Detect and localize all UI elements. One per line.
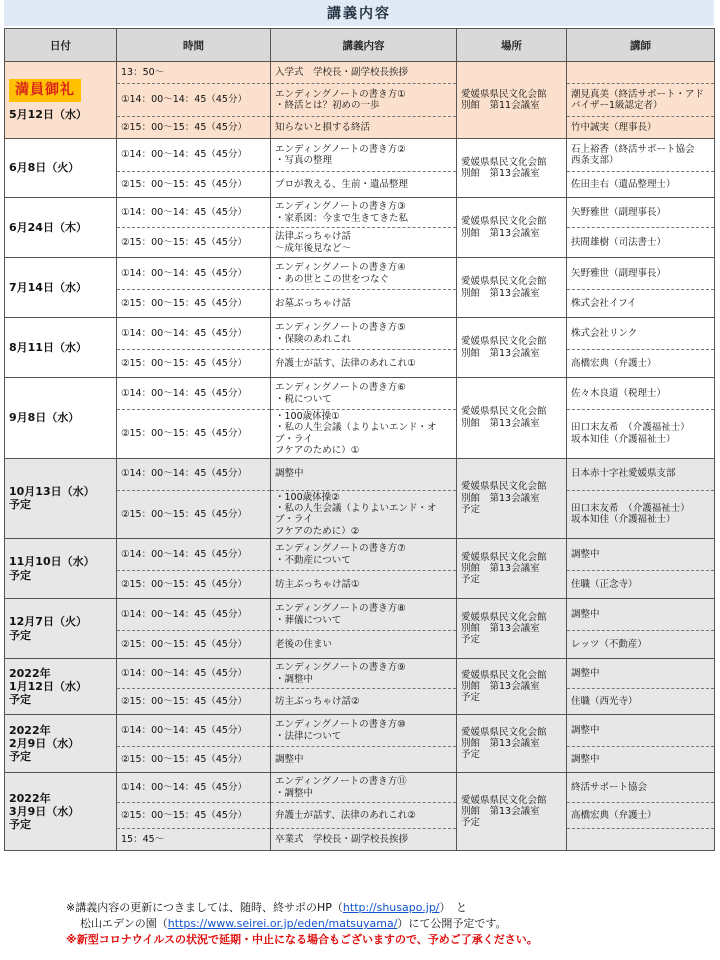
note-covid: ※新型コロナウイルスの状況で延期・中止になる場合もございますので、予めご了承ください。	[66, 932, 538, 946]
time-cell: ②15：00～15：45（45分）	[117, 490, 271, 539]
lecturer-cell	[567, 539, 715, 571]
time-cell: ②15：00～15：45（45分）	[117, 172, 271, 198]
lecturer-cell	[567, 829, 715, 851]
lecturer-cell	[567, 172, 715, 198]
cell-line: エンディングノートの書き方⑤	[275, 322, 406, 334]
cell-line: 愛媛県県民文化会館	[461, 611, 547, 623]
time-cell: ②15：00～15：45（45分）	[117, 350, 271, 378]
header-content: 講義内容	[271, 29, 457, 62]
cell-line: 扶間雄樹（司法書士）	[571, 236, 667, 248]
lecturer-cell	[567, 117, 715, 139]
content-cell	[271, 198, 457, 228]
cell-line: 別館 第13会議室	[461, 492, 540, 504]
cell-line: エンディングノートの書き方①	[275, 88, 406, 100]
header-time: 時間	[117, 29, 271, 62]
cell-line: エンディングノートの書き方②	[275, 143, 406, 155]
tentative-label: 予定	[9, 568, 31, 582]
cell-line: エンディングノートの書き方⑩	[275, 719, 406, 731]
cell-line: 株式会社イフイ	[571, 297, 637, 309]
table-row	[5, 378, 715, 410]
date-text: 1月12日（水）	[9, 680, 87, 694]
lecturer-cell	[567, 490, 715, 539]
cell-line: 愛媛県県民文化会館	[461, 156, 547, 168]
cell-line: 田口末友希 （介護福祉士）	[571, 502, 690, 514]
content-cell	[271, 117, 457, 139]
cell-line: 調整中	[571, 724, 600, 736]
content-cell	[271, 599, 457, 631]
time-cell: ②15：00～15：45（45分）	[117, 689, 271, 715]
place-cell	[457, 258, 567, 318]
date-text: 2022年	[9, 791, 51, 805]
lecturer-cell	[567, 62, 715, 84]
cell-line: 坂本知佳（介護福祉士）	[571, 433, 676, 445]
table-row	[5, 773, 715, 803]
lecturer-cell	[567, 599, 715, 631]
header-lecturer: 講師	[567, 29, 715, 62]
cell-line: 潮見真美（終活サポート・アド	[571, 88, 705, 100]
cell-line: エンディングノートの書き方⑧	[275, 603, 406, 615]
time-cell: 13：50～	[117, 62, 271, 84]
table-row	[5, 198, 715, 228]
cell-line: ・100歳体操①	[275, 411, 340, 422]
cell-line: 予定	[461, 504, 481, 516]
place-cell	[457, 659, 567, 715]
time-cell: ①14：00～14：45（45分）	[117, 84, 271, 117]
tentative-label: 予定	[9, 750, 31, 764]
date-text: 10月13日（水）	[9, 485, 95, 499]
cell-line: ・私の人生会議（よりよいエンド・オブ・ライ	[275, 422, 437, 445]
cell-line: ・あの世とこの世をつなぐ	[275, 273, 390, 285]
time-cell: ②15：00～15：45（45分）	[117, 631, 271, 659]
date-cell	[5, 773, 117, 851]
content-cell	[271, 228, 457, 258]
content-cell	[271, 458, 457, 490]
lecturer-cell	[567, 198, 715, 228]
place-cell	[457, 773, 567, 851]
date-cell	[5, 715, 117, 773]
cell-line: エンディングノートの書き方⑥	[275, 382, 406, 394]
cell-line: フケアのために）②	[275, 525, 360, 537]
cell-line: 別館 第13会議室	[461, 227, 540, 239]
cell-line: 調整中	[275, 753, 304, 765]
cell-line: 石上裕香（終活サポート協会	[571, 143, 695, 155]
content-cell	[271, 659, 457, 689]
schedule-table	[4, 28, 715, 851]
cell-line: 調整中	[571, 667, 600, 679]
eden-link[interactable]: https://www.seirei.or.jp/eden/matsuyama/	[167, 916, 398, 930]
date-text: 2月9日（水）	[9, 737, 80, 751]
date-cell	[5, 458, 117, 539]
lecturer-cell	[567, 84, 715, 117]
cell-line: ・終活とは？初めの一歩	[275, 100, 380, 111]
header-date: 日付	[5, 29, 117, 62]
cell-line: ・調整中	[275, 787, 314, 799]
content-cell	[271, 172, 457, 198]
cell-line: 住職（西光寺）	[571, 695, 638, 707]
tentative-label: 予定	[9, 628, 31, 642]
time-cell: ①14：00～14：45（45分）	[117, 139, 271, 172]
date-text: 11月10日（水）	[9, 555, 95, 569]
lecturer-cell	[567, 659, 715, 689]
cell-line: 法律ぶっちゃけ話	[275, 231, 352, 243]
date-text: 6月8日（火）	[9, 161, 80, 175]
date-cell	[5, 318, 117, 378]
time-cell: ①14：00～14：45（45分）	[117, 318, 271, 350]
tentative-label: 予定	[9, 498, 31, 512]
tentative-label: 予定	[9, 693, 31, 707]
shusapo-link[interactable]: http://shusapo.jp/	[342, 901, 440, 914]
content-cell	[271, 139, 457, 172]
cell-line: 愛媛県県民文化会館	[461, 794, 547, 806]
cell-line: 卒業式 学校長・副学校長挨拶	[275, 833, 409, 845]
lecturer-cell	[567, 458, 715, 490]
content-cell	[271, 378, 457, 410]
date-text: 2022年	[9, 666, 51, 680]
full-badge: 満員御礼	[9, 79, 81, 102]
content-cell	[271, 631, 457, 659]
cell-line: 弁護士が話す、法律のあれこれ②	[275, 809, 416, 821]
cell-line: 別館 第13会議室	[461, 622, 540, 634]
date-text: 5月12日（水）	[9, 107, 87, 121]
table-row	[5, 258, 715, 290]
content-cell	[271, 84, 457, 117]
page-title: 講義内容	[4, 0, 714, 26]
cell-line: ～成年後見など～	[275, 242, 352, 254]
cell-line: 住職（正念寺）	[571, 578, 638, 590]
cell-line: 愛媛県県民文化会館	[461, 88, 547, 100]
table-row	[5, 539, 715, 571]
cell-line: ・100歳体操②	[275, 491, 340, 503]
table-header-row	[5, 29, 715, 62]
cell-line: 竹中誠実（理事長）	[571, 121, 657, 133]
place-cell	[457, 62, 567, 139]
lecturer-cell	[567, 773, 715, 803]
time-cell: ①14：00～14：45（45分）	[117, 198, 271, 228]
cell-line: 西条支部）	[571, 155, 619, 166]
cell-line: 愛媛県県民文化会館	[461, 669, 547, 681]
schedule-body	[5, 62, 715, 851]
cell-line: ・家系図：今まで生きてきた私	[275, 212, 409, 224]
cell-line: フケアのために）①	[275, 445, 360, 457]
lecturer-cell	[567, 318, 715, 350]
lecturer-cell	[567, 571, 715, 599]
cell-line: 別館 第13会議室	[461, 805, 540, 817]
tentative-label: 予定	[9, 818, 31, 832]
content-cell	[271, 715, 457, 747]
table-row	[5, 62, 715, 84]
place-cell	[457, 458, 567, 539]
cell-line: 矢野雅世（副理事長）	[571, 206, 667, 218]
cell-line: 高橋宏典（弁護士）	[571, 809, 657, 821]
time-cell: ①14：00～14：45（45分）	[117, 258, 271, 290]
content-cell	[271, 350, 457, 378]
content-cell	[271, 571, 457, 599]
cell-line: 予定	[461, 574, 481, 586]
cell-line: 別館 第13会議室	[461, 347, 540, 359]
time-cell: ②15：00～15：45（45分）	[117, 571, 271, 599]
cell-line: 知らないと損する終活	[275, 121, 371, 133]
time-cell: ①14：00～14：45（45分）	[117, 715, 271, 747]
cell-line: 坊主ぶっちゃけ話②	[275, 695, 360, 707]
time-cell: ①14：00～14：45（45分）	[117, 599, 271, 631]
date-cell	[5, 62, 117, 139]
cell-line: ・葬儀について	[275, 614, 342, 626]
date-text: 7月14日（水）	[9, 280, 87, 294]
cell-line: お墓ぶっちゃけ話	[275, 297, 352, 309]
cell-line: エンディングノートの書き方⑨	[275, 662, 406, 674]
cell-line: 終活サポート協会	[571, 781, 648, 793]
cell-line: 調整中	[275, 468, 304, 480]
cell-line: 愛媛県県民文化会館	[461, 276, 547, 288]
content-cell	[271, 829, 457, 851]
lecturer-cell	[567, 715, 715, 747]
cell-line: 予定	[461, 634, 481, 646]
date-cell	[5, 139, 117, 198]
table-row	[5, 458, 715, 490]
cell-line: エンディングノートの書き方③	[275, 201, 406, 213]
cell-line: 日本赤十字社愛媛県支部	[571, 468, 676, 480]
cell-line: 調整中	[571, 608, 600, 620]
date-text: 3月9日（水）	[9, 805, 80, 819]
content-cell	[271, 773, 457, 803]
table-row	[5, 715, 715, 747]
lecturer-cell	[567, 803, 715, 829]
cell-line: 坂本知佳（介護福祉士）	[571, 514, 676, 526]
cell-line: 入学式 学校長・副学校長挨拶	[275, 66, 409, 78]
lecturer-cell	[567, 350, 715, 378]
cell-line: エンディングノートの書き方⑪	[275, 776, 407, 788]
cell-line: 愛媛県県民文化会館	[461, 336, 547, 348]
cell-line: 弁護士が話す、法律のあれこれ①	[275, 357, 416, 369]
cell-line: 調整中	[571, 548, 600, 560]
content-cell	[271, 62, 457, 84]
content-cell	[271, 258, 457, 290]
cell-line: 別館 第13会議室	[461, 680, 540, 692]
cell-line: 田口末友希 （介護福祉士）	[571, 422, 690, 434]
table-row	[5, 318, 715, 350]
cell-line: ・法律について	[275, 730, 342, 742]
date-text: 2022年	[9, 723, 51, 737]
place-cell	[457, 378, 567, 459]
date-cell	[5, 599, 117, 659]
cell-line: 別館 第13会議室	[461, 287, 540, 299]
date-cell	[5, 659, 117, 715]
date-cell	[5, 539, 117, 599]
cell-line: エンディングノートの書き方⑦	[275, 543, 406, 555]
date-text: 6月24日（木）	[9, 220, 87, 234]
time-cell: ①14：00～14：45（45分）	[117, 773, 271, 803]
cell-line: 予定	[461, 749, 481, 761]
date-text: 9月8日（水）	[9, 411, 80, 425]
cell-line: 佐田圭右（遺品整理士）	[571, 178, 676, 190]
time-cell: 15：45～	[117, 829, 271, 851]
cell-line: 別館 第13会議室	[461, 562, 540, 574]
time-cell: ①14：00～14：45（45分）	[117, 378, 271, 410]
cell-line: ・税について	[275, 393, 332, 405]
place-cell	[457, 715, 567, 773]
cell-line: ・調整中	[275, 673, 314, 685]
date-text: 12月7日（火）	[9, 615, 87, 629]
date-cell	[5, 378, 117, 459]
cell-line: ・保険のあれこれ	[275, 333, 352, 345]
table-row	[5, 659, 715, 689]
header-place: 場所	[457, 29, 567, 62]
lecturer-cell	[567, 747, 715, 773]
note-update: ※講義内容の更新につきましては、随時、終サポのHP（http://shusapo.jp/） と	[66, 901, 468, 914]
place-cell	[457, 198, 567, 258]
content-cell	[271, 539, 457, 571]
lecturer-cell	[567, 689, 715, 715]
content-cell	[271, 318, 457, 350]
lecturer-cell	[567, 378, 715, 410]
place-cell	[457, 539, 567, 599]
cell-line: 佐々木良道（税理士）	[571, 387, 667, 399]
cell-line: 愛媛県県民文化会館	[461, 551, 547, 563]
content-cell	[271, 803, 457, 829]
note-eden: 松山エデンの園（https://www.seirei.or.jp/eden/matsuyama/）にて公開予定です。	[80, 916, 507, 930]
content-cell	[271, 689, 457, 715]
date-cell	[5, 258, 117, 318]
cell-line: エンディングノートの書き方④	[275, 262, 406, 274]
time-cell: ②15：00～15：45（45分）	[117, 117, 271, 139]
cell-line: レッツ（不動産）	[571, 638, 647, 650]
lecturer-cell	[567, 290, 715, 318]
cell-line: バイザー1級認定者）	[571, 100, 663, 111]
time-cell: ②15：00～15：45（45分）	[117, 410, 271, 459]
time-cell: ①14：00～14：45（45分）	[117, 659, 271, 689]
lecturer-cell	[567, 410, 715, 459]
content-cell	[271, 747, 457, 773]
cell-line: 愛媛県県民文化会館	[461, 406, 547, 418]
lecturer-cell	[567, 258, 715, 290]
cell-line: 予定	[461, 817, 481, 829]
cell-line: 愛媛県県民文化会館	[461, 216, 547, 228]
content-cell	[271, 290, 457, 318]
cell-line: ・写真の整理	[275, 155, 333, 166]
time-cell: ②15：00～15：45（45分）	[117, 803, 271, 829]
time-cell: ②15：00～15：45（45分）	[117, 228, 271, 258]
table-row	[5, 599, 715, 631]
cell-line: 老後の住まい	[275, 638, 333, 650]
cell-line: ・私の人生会議（よりよいエンド・オブ・ライ	[275, 502, 437, 526]
date-text: 8月11日（水）	[9, 340, 87, 354]
place-cell	[457, 599, 567, 659]
place-cell	[457, 139, 567, 198]
cell-line: 別館 第13会議室	[461, 417, 540, 429]
lecturer-cell	[567, 631, 715, 659]
cell-line: 別館 第11会議室	[461, 100, 540, 111]
cell-line: ・不動産について	[275, 554, 351, 566]
cell-line: 坊主ぶっちゃけ話①	[275, 578, 360, 590]
footnotes	[0, 900, 720, 948]
time-cell: ②15：00～15：45（45分）	[117, 747, 271, 773]
time-cell: ②15：00～15：45（45分）	[117, 290, 271, 318]
table-row	[5, 139, 715, 172]
cell-line: プロが教える、生前・遺品整理	[275, 178, 409, 190]
cell-line: 愛媛県県民文化会館	[461, 481, 547, 493]
time-cell: ①14：00～14：45（45分）	[117, 458, 271, 490]
place-cell	[457, 318, 567, 378]
cell-line: 別館 第13会議室	[461, 737, 540, 749]
cell-line: 調整中	[571, 753, 600, 765]
cell-line: 株式会社リンク	[571, 327, 638, 339]
content-cell	[271, 490, 457, 539]
cell-line: 別館 第13会議室	[461, 168, 540, 179]
cell-line: 予定	[461, 692, 481, 704]
date-cell	[5, 198, 117, 258]
cell-line: 愛媛県県民文化会館	[461, 726, 547, 738]
lecturer-cell	[567, 139, 715, 172]
time-cell: ①14：00～14：45（45分）	[117, 539, 271, 571]
cell-line: 矢野雅世（副理事長）	[571, 267, 667, 279]
cell-line: 高橋宏典（弁護士）	[571, 357, 657, 369]
lecturer-cell	[567, 228, 715, 258]
content-cell	[271, 410, 457, 459]
